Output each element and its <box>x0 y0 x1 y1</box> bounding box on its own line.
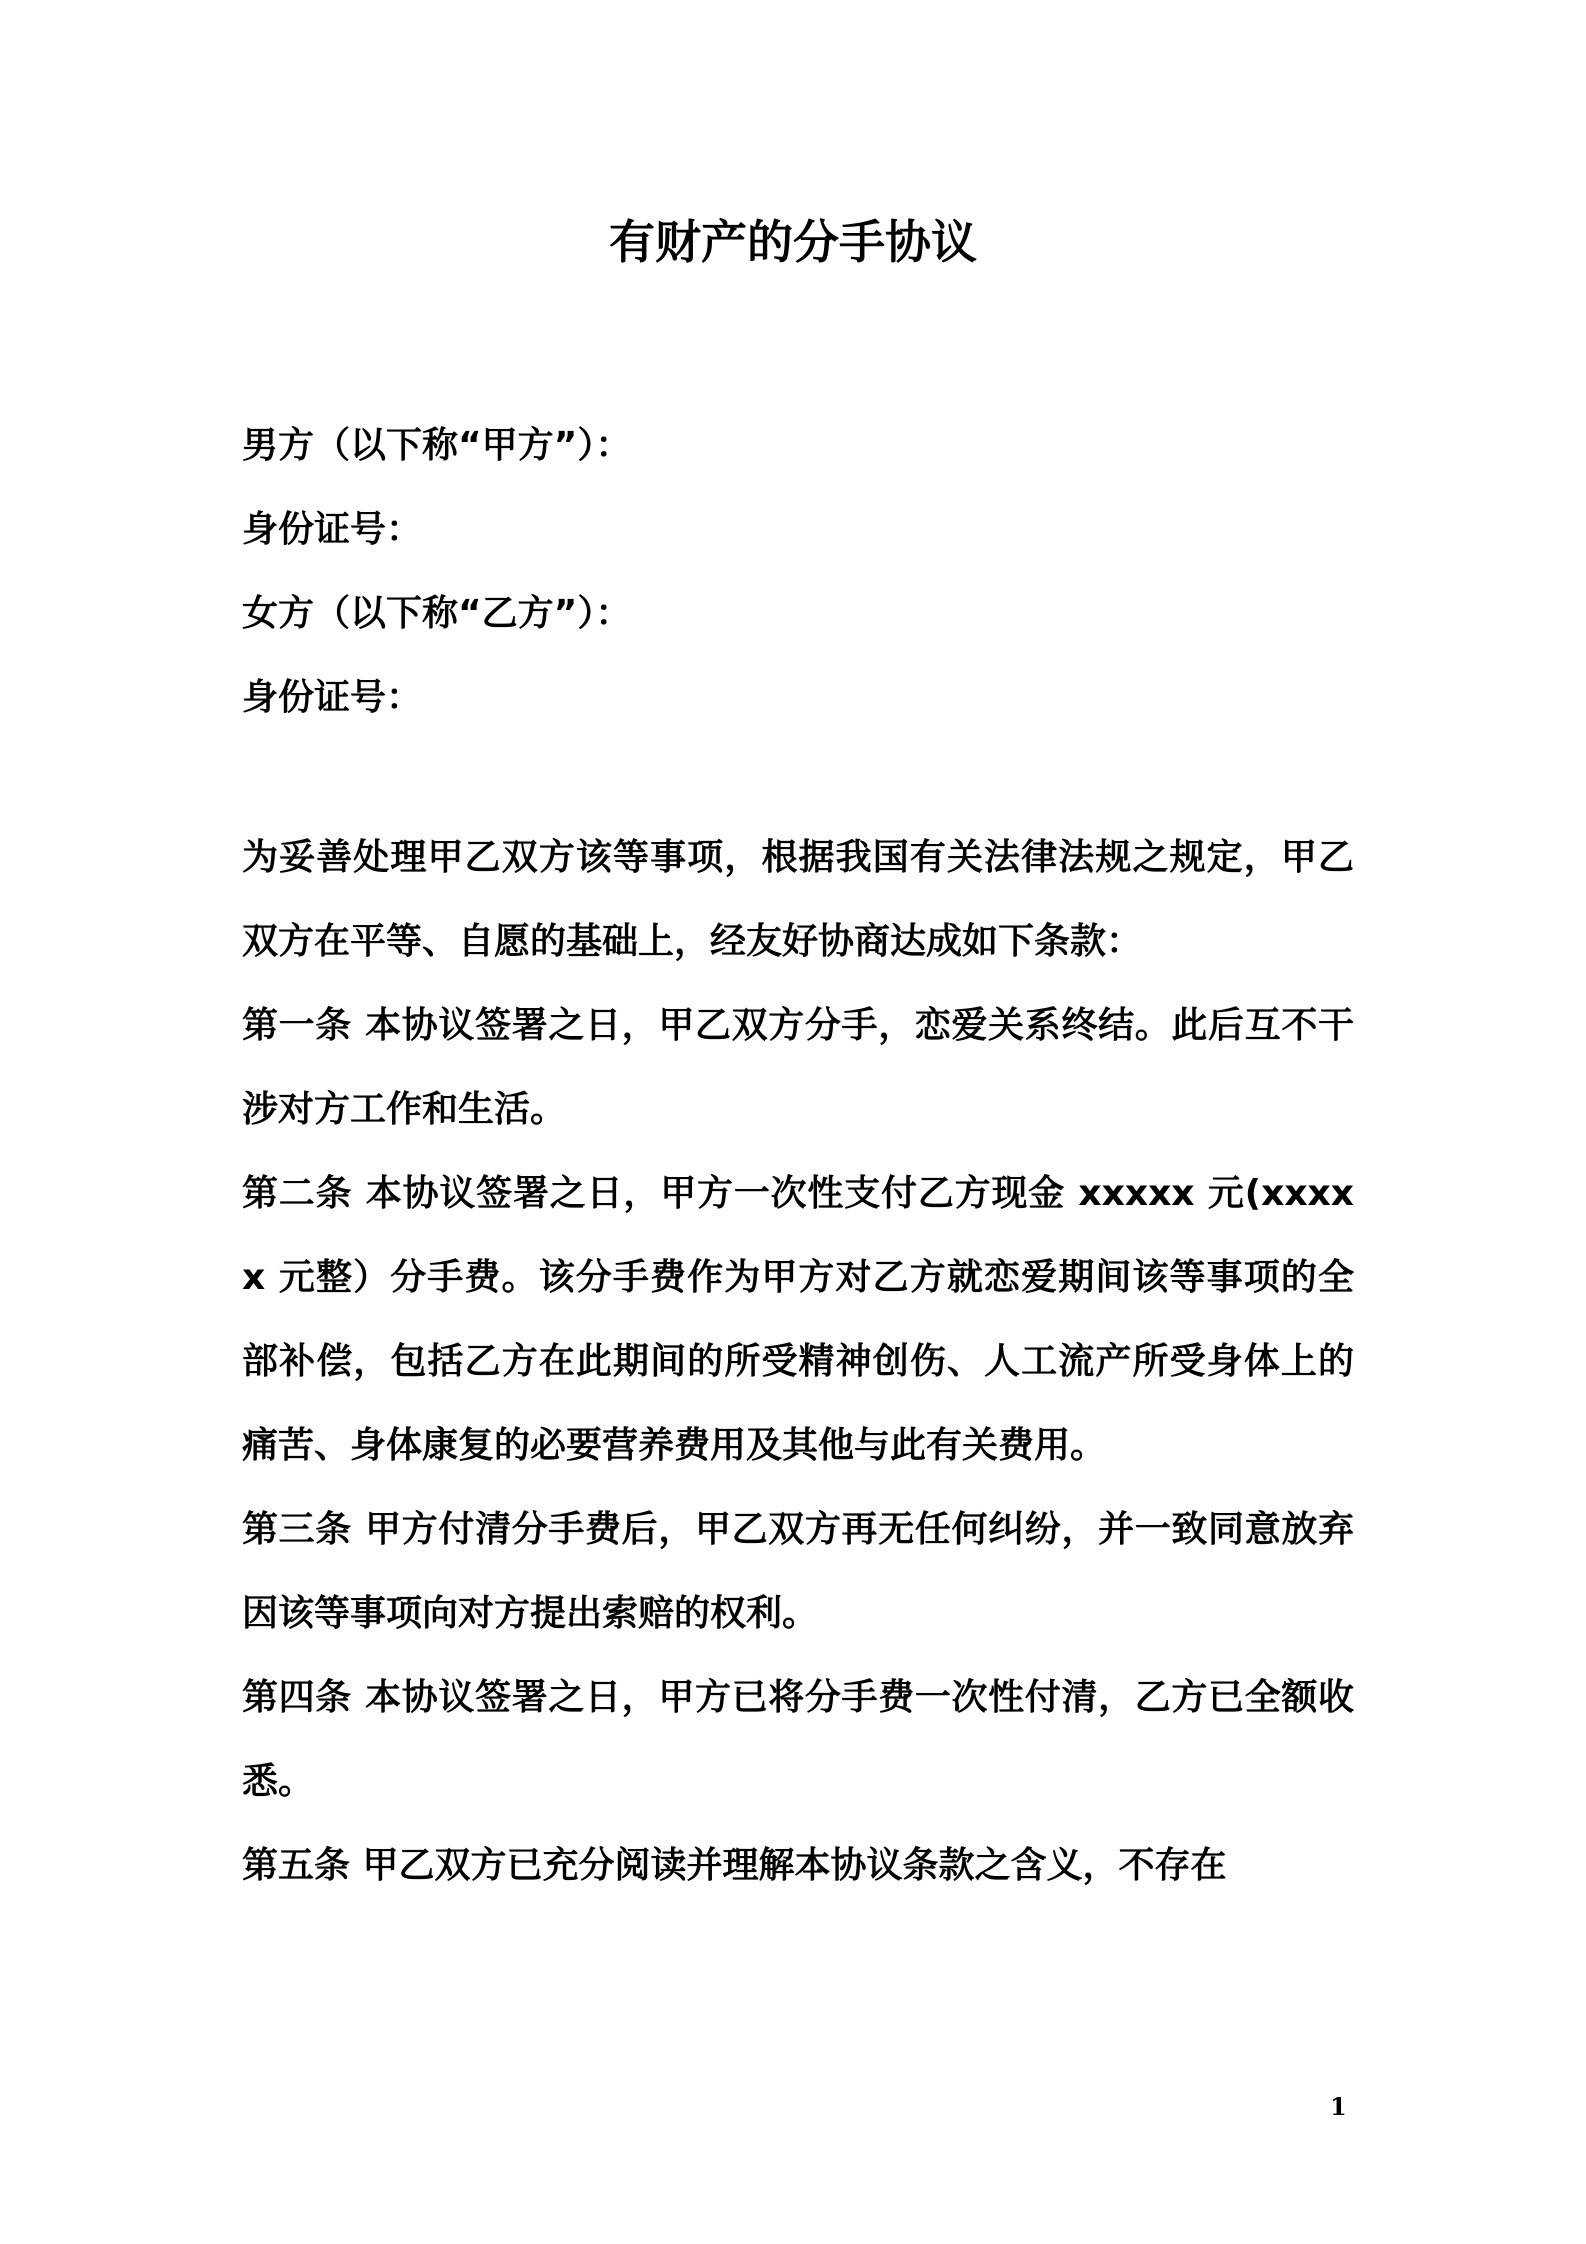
article-4-paragraph: 第四条 本协议签署之日，甲方已将分手费一次性付清，乙方已全额收悉。 <box>242 1677 1354 1802</box>
party-b-id-line: 身份证号： <box>242 677 423 718</box>
agreement-body <box>242 816 1354 1908</box>
party-a-line: 男方（以下称“甲方”）： <box>242 425 632 466</box>
preamble-paragraph: 为妥善处理甲乙双方该等事项，根据我国有关法律法规之规定，甲乙双方在平等、自愿的基础上，经友好协商达成如下条款： <box>242 837 1354 962</box>
article-5-paragraph: 第五条 甲乙双方已充分阅读并理解本协议条款之含义，不存在 <box>242 1845 1227 1886</box>
party-info-section <box>242 404 1362 740</box>
article-2-paragraph: 第二条 本协议签署之日，甲方一次性支付乙方现金 xxxxx 元(xxxxx 元整）分手费。该分手费作为甲方对乙方就恋爱期间该等事项的全部补偿，包括乙方在此期间的所受精神创伤、人工流产所受身体上的痛苦、身体康复的必要营养费用及其他与此有关费用。 <box>242 1173 1354 1466</box>
party-a-id-line: 身份证号： <box>242 509 423 550</box>
page-title: 有财产的分手协议 <box>609 215 977 269</box>
party-b-line: 女方（以下称“乙方”）： <box>242 593 632 634</box>
article-1-paragraph: 第一条 本协议签署之日，甲乙双方分手，恋爱关系终结。此后互不干涉对方工作和生活。 <box>242 1005 1354 1130</box>
article-3-paragraph: 第三条 甲方付清分手费后，甲乙双方再无任何纠纷，并一致同意放弃因该等事项向对方提出索赔的权利。 <box>242 1509 1354 1634</box>
page-number: 1 <box>1330 2092 1347 2121</box>
